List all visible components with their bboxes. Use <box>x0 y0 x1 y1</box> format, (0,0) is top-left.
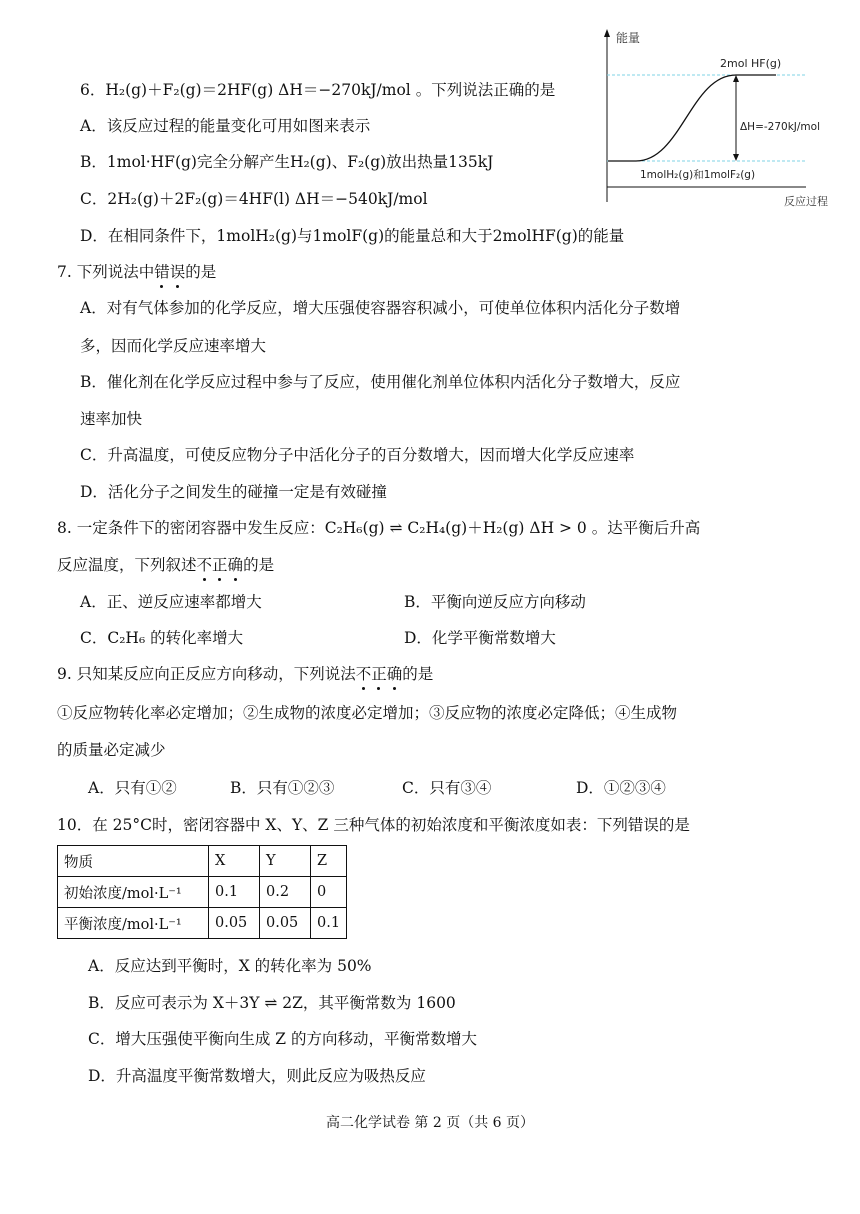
emphasis-char: 正 <box>212 556 228 574</box>
q6-stem: 6．H₂(g)＋F₂(g)＝2HF(g) ΔH＝−270kJ/mol 。下列说法正确的是 <box>80 81 556 99</box>
q9-option-a: A．只有①② <box>88 779 177 797</box>
q10-option-c: C．增大压强使平衡向生成 Z 的方向移动，平衡常数增大 <box>88 1030 477 1048</box>
q10-option-d: D．升高温度平衡常数增大，则此反应为吸热反应 <box>88 1067 426 1085</box>
emphasis-char: 不 <box>355 665 372 683</box>
table-cell: 0.1 <box>311 908 347 939</box>
table-cell: 0.05 <box>209 908 260 939</box>
emphasis-char: 不 <box>196 556 213 574</box>
emphasis-char: 确 <box>227 556 244 574</box>
page-footer: 高二化学试卷 第 2 页（共 6 页） <box>325 1115 535 1131</box>
q7-stem-pre: 7. 下列说法中 <box>57 263 155 281</box>
energy-curve <box>608 75 776 161</box>
q7-option-d: D．活化分子之间发生的碰撞一定是有效碰撞 <box>80 483 387 501</box>
q9-stem-post: 的是 <box>402 665 434 683</box>
emphasis-char: 正 <box>371 665 387 683</box>
q6-option-b: B．1mol·HF(g)完全分解产生H₂(g)、F₂(g)放出热量135kJ <box>80 153 494 171</box>
q7-stem-post: 的是 <box>185 263 217 281</box>
q8-option-d: D．化学平衡常数增大 <box>404 629 556 647</box>
table-header-row <box>58 846 347 877</box>
bottom-label: 1molH₂(g)和1molF₂(g) <box>640 169 756 181</box>
table-cell: 0.05 <box>260 908 311 939</box>
q6-option-a: A．该反应过程的能量变化可用如图来表示 <box>80 117 371 135</box>
emphasis-char: 误 <box>169 263 186 281</box>
q9-stem-pre: 9. 只知某反应向正反应方向移动，下列说法 <box>57 665 356 683</box>
q6-option-c: C．2H₂(g)＋2F₂(g)＝4HF(l) ΔH＝−540kJ/mol <box>80 190 428 208</box>
emphasis-char: 错 <box>154 263 170 281</box>
y-axis-arrow-icon <box>604 29 610 37</box>
x-axis-label: 反应过程 <box>784 195 828 208</box>
q10-option-a: A．反应达到平衡时，X 的转化率为 50% <box>88 957 372 975</box>
table-header-cell: X <box>209 846 260 877</box>
q7-option-b-line2: 速率加快 <box>80 410 143 428</box>
q7-option-a-line2: 多，因而化学反应速率增大 <box>80 337 267 355</box>
q8-stem-pre: 反应温度，下列叙述 <box>57 556 197 574</box>
q6-option-d: D．在相同条件下，1molH₂(g)与1molF(g)的能量总和大于2molHF(g)的能量 <box>80 227 625 245</box>
top-label: 2mol HF(g) <box>720 57 782 70</box>
energy-diagram <box>596 24 846 214</box>
concentration-table <box>57 845 347 939</box>
q9-stem <box>57 664 433 684</box>
table-header-cell: Z <box>311 846 347 877</box>
table-cell: 平衡浓度/mol·L⁻¹ <box>58 908 209 939</box>
y-axis-label: 能量 <box>616 31 641 45</box>
emphasis-char: 确 <box>386 665 403 683</box>
q7-option-a-line1: A．对有气体参加的化学反应，增大压强使容器容积减小，可使单位体积内活化分子数增 <box>80 299 681 317</box>
q10-option-b: B．反应可表示为 X＋3Y ⇌ 2Z，其平衡常数为 1600 <box>88 994 456 1012</box>
table-row <box>58 877 347 908</box>
q8-stem-line2 <box>57 555 274 575</box>
q8-stem-line1: 8. 一定条件下的密闭容器中发生反应：C₂H₆(g) ⇌ C₂H₄(g)＋H₂(g) ΔH > 0 。达平衡后升高 <box>57 519 701 537</box>
arrow-up-icon <box>733 75 739 82</box>
q7-option-b-line1: B．催化剂在化学反应过程中参与了反应，使用催化剂单位体积内活化分子数增大，反应 <box>80 373 681 391</box>
table-cell: 0.1 <box>209 877 260 908</box>
table-header-cell: 物质 <box>58 846 209 877</box>
q9-statements-line1: ①反应物转化率必定增加；②生成物的浓度必定增加；③反应物的浓度必定降低；④生成物 <box>57 704 678 722</box>
q9-statements-line2: 的质量必定减少 <box>57 741 166 759</box>
q8-option-b: B．平衡向逆反应方向移动 <box>404 593 586 611</box>
q7-stem <box>57 262 216 282</box>
table-cell: 0 <box>311 877 347 908</box>
table-header-cell: Y <box>260 846 311 877</box>
q8-option-c: C．C₂H₆ 的转化率增大 <box>80 629 244 647</box>
delta-label: ΔH=-270kJ/mol <box>740 121 820 133</box>
table-row <box>58 908 347 939</box>
q9-option-d: D．①②③④ <box>576 779 666 797</box>
arrow-down-icon <box>733 154 739 161</box>
table-cell: 0.2 <box>260 877 311 908</box>
q8-option-a: A．正、逆反应速率都增大 <box>80 593 262 611</box>
q10-stem: 10．在 25°C时，密闭容器中 X、Y、Z 三种气体的初始浓度和平衡浓度如表：下列错误的是 <box>57 816 690 834</box>
q9-option-b: B．只有①②③ <box>230 779 335 797</box>
q8-stem-post: 的是 <box>243 556 275 574</box>
table-cell: 初始浓度/mol·L⁻¹ <box>58 877 209 908</box>
q7-option-c: C．升高温度，可使反应物分子中活化分子的百分数增大，因而增大化学反应速率 <box>80 446 635 464</box>
q9-option-c: C．只有③④ <box>402 779 492 797</box>
